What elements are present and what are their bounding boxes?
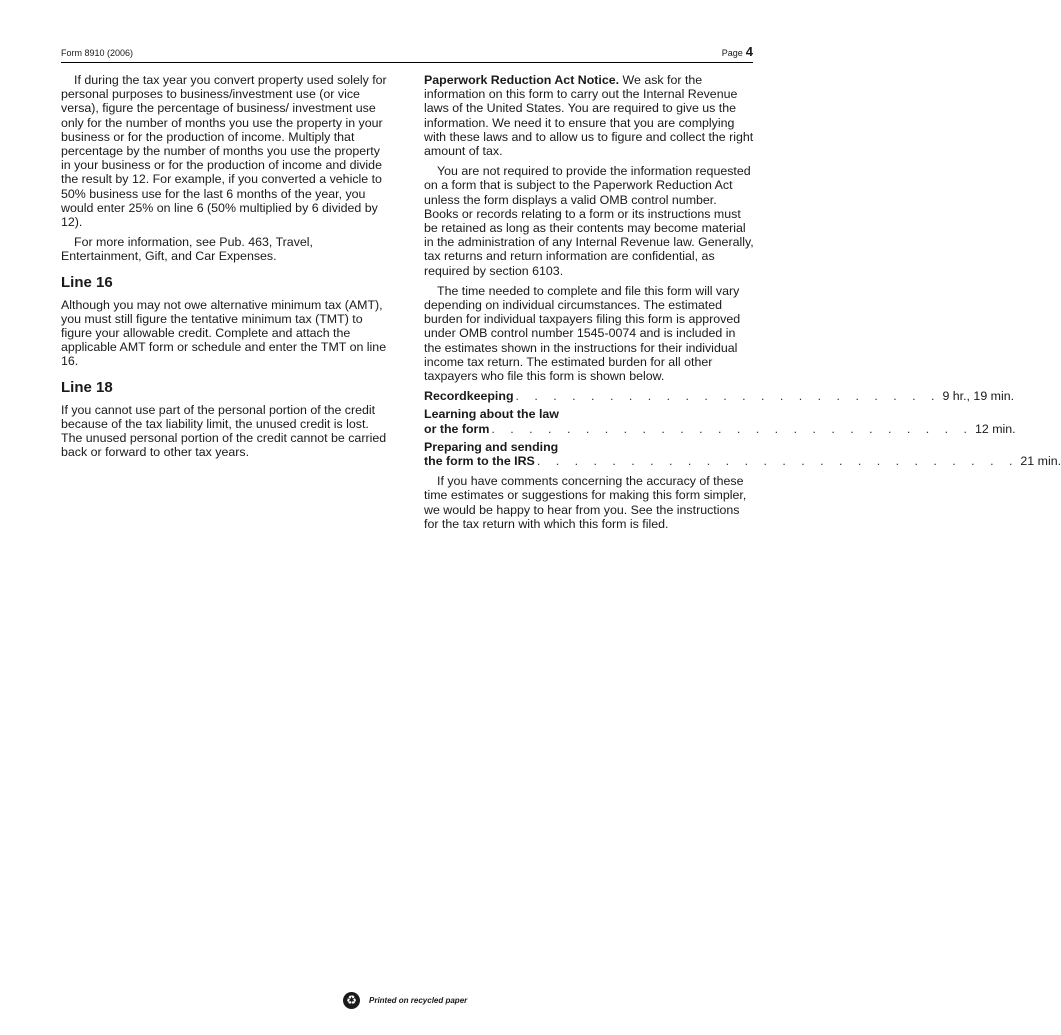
page-header [61, 44, 753, 62]
line18-text: If you cannot use part of the personal portion of the credit because of the tax liability limit, the unused credit is lost. The unused personal portion of the credit cannot be carried back or forward to other tax years. [61, 402, 387, 460]
header-divider [61, 62, 753, 63]
page-number: 4 [745, 44, 753, 59]
burden-row-preparing [424, 439, 1061, 469]
burden-label-line1: Preparing and sending [424, 439, 559, 454]
recycled-paper-note: Printed on recycled paper [369, 995, 468, 1005]
pra-text: We ask for the information on this form to carry out the Internal Revenue laws of the United States. You are required to give us the information. We need it to ensure that you are complying with these laws and to allow us to figure and collect the right amount of tax. [424, 73, 754, 159]
page-footer [343, 990, 467, 1010]
burden-value: 9 hr., 19 min. [942, 389, 1015, 404]
burden-label-line1: Learning about the law [424, 407, 559, 422]
burden-label: the form to the IRS [424, 454, 535, 469]
line16-text: Although you may not owe alternative minimum tax (AMT), you must still figure the tentative minimum tax (TMT) to figure your allowable credit. Complete and attach the applicable AMT form or schedule and enter the TMT on line 16. [61, 297, 387, 369]
dot-leader: . . . . . . . . . . . . . . . . . . . . . . . . . . [536, 454, 1019, 469]
right-column [424, 73, 1061, 537]
pra-paragraph [424, 73, 754, 158]
burden-value: 12 min. [974, 421, 1016, 436]
form-identifier: Form 8910 (2006) [61, 48, 134, 58]
left-column [61, 73, 387, 465]
burden-row-recordkeeping [424, 389, 1015, 404]
page-indicator [722, 44, 753, 59]
burden-value: 21 min. [1020, 454, 1061, 469]
conversion-paragraph: If during the tax year you convert property used solely for personal purposes to business/investment use (or vice versa), figure the percentage of business/ investment use only for the number of months you use the property in your business or for the production of income. Multiply that percentage by the number of months you use the property in your business or for the production of income and divide the result by 12. For example, if you converted a vehicle to 50% business use for the last 6 months of the year, you would enter 25% on line 6 (50% multiplied by 6 divided by 12). [61, 73, 387, 230]
dot-leader: . . . . . . . . . . . . . . . . . . . . . . . [515, 389, 941, 404]
comments-paragraph: If you have comments concerning the accuracy of these time estimates or suggestions for making this form simpler, we would be happy to hear from you. See the instructions for the tax return with which this form is filed. [424, 474, 747, 531]
recycle-icon: ♻ [343, 992, 360, 1009]
line18-heading: Line 18 [61, 378, 113, 396]
omb-paragraph: You are not required to provide the information requested on a form that is subject to the Paperwork Reduction Act unless the form displays a valid OMB control number. Books or records relating to a form or its instructions must be retained as long as their contents may become material in the administration of any Internal Revenue law. Generally, tax returns and return information are confidential, as required by section 6103. [424, 164, 754, 278]
burden-label: Recordkeeping [424, 389, 514, 404]
more-info-paragraph: For more information, see Pub. 463, Travel, Entertainment, Gift, and Car Expenses. [61, 235, 313, 264]
line16-heading: Line 16 [61, 273, 113, 291]
page-label: Page [721, 48, 743, 58]
burden-table [424, 389, 1061, 469]
time-paragraph: The time needed to complete and file this form will vary depending on individual circumstances. The estimated burden for individual taxpayers filing this form is approved under OMB control number 1545-0074 and is included in the estimates shown in the instructions for their individual income tax return. The estimated burden for all other taxpayers who file this form is shown below. [424, 283, 741, 384]
pra-title: Paperwork Reduction Act Notice. [424, 73, 620, 87]
dot-leader: . . . . . . . . . . . . . . . . . . . . . . . . . . [491, 421, 973, 436]
burden-row-learning [424, 407, 1016, 436]
burden-label: or the form [424, 421, 490, 436]
